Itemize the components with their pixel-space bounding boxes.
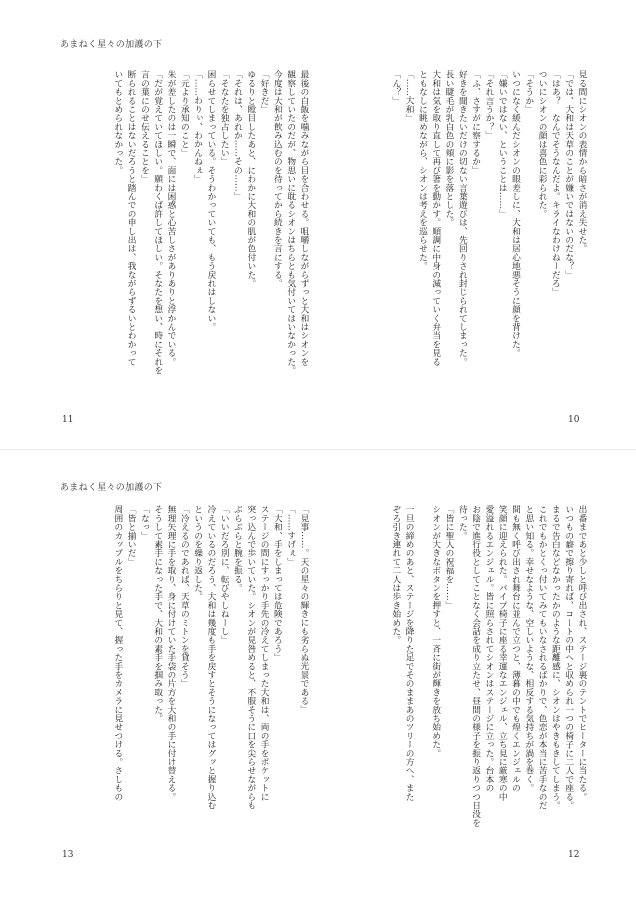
- text-line: 「冷えるのであれば、天草のミトンを貸そう」: [179, 505, 190, 688]
- text-line: 「嫌いではない、ということは……」: [497, 70, 508, 218]
- text-line: ステージの間にすっかり手先の冷えてしまった大和は、両の手をポケットに: [259, 505, 270, 801]
- text-line: いてもとめられなかった。: [112, 70, 123, 175]
- text-line: 無理矢理に手を取り、身に付けていた手袋の片方を大和の手に付け替える。: [166, 505, 177, 801]
- text-line: 大和は気を取り直して再び箸を動かす。順調に中身の減っていく弁当を見る: [430, 70, 441, 366]
- text-line: 「それ言うか？」: [483, 70, 494, 140]
- page-number-10: 10: [568, 415, 580, 425]
- text-line: 愛溢れるエンジェル。皆に照らされてシオンはステージに立った。台本の: [483, 505, 494, 793]
- text-line: 「好きだ」: [259, 70, 270, 114]
- text-line: 「皆に聖人の祝福を……」: [444, 505, 455, 610]
- text-line: お陰で進行役としてことなく会話を成り立たせ、昼間の様子を振り返りつつ日没を: [470, 505, 481, 827]
- text-line: 「……大和」: [404, 70, 415, 123]
- page-number-13: 13: [62, 850, 74, 860]
- running-header: あまねく星々の加護の下: [60, 483, 163, 493]
- page-13-lines: [48, 505, 310, 845]
- text-line: ついにシオンの顔は喜色に彩られた。: [537, 70, 548, 218]
- text-line: 突っ込んで歩いていた。シオンが見咎めると、不服そうに口を尖らせながらも: [245, 505, 256, 810]
- text-line: 好きを聞きたいだけの切ない言葉遊びは、先回りされ封じられてしまった。: [457, 70, 468, 366]
- text-line: 出番まであと少しと呼び出され、ステージ裏のテントでヒーターに当たる。: [577, 505, 587, 801]
- text-line: 冷えているのだろう、大和は幾度も手を戻すとそうになってはグッと握り込む: [205, 505, 216, 810]
- running-header: あまねく星々の加護の下: [60, 40, 163, 50]
- text-line: 「はあ？ なんでそうなんだよ。キライなわけねーだろ」: [550, 70, 561, 297]
- text-line: 一旦の締めのあと、ステージを降りた足でそのままあのツリーの方へ、また: [404, 505, 415, 801]
- text-line: 今度は大和が飲み込むのを待ってから続きを言にする。: [272, 70, 283, 288]
- text-line: そうして素手になった手で、大和の素手を掴み取った。: [152, 505, 163, 723]
- page-number-12: 12: [568, 850, 580, 860]
- page-11-lines: [48, 70, 310, 390]
- text-line: と思い知る。幸せなような、空しいような、相反する気持ちが渦を巻く。: [523, 505, 534, 793]
- text-line: 「……わりぃ、わかんねぇ」: [192, 70, 203, 184]
- text-line: というのを繰り返した。: [192, 505, 203, 601]
- text-line: 「いいだろ別に、転びやしねーし」: [219, 505, 230, 645]
- text-line: 観察していたのだが、物思いに耽るシオンはちらとも気付いてはいなかった。: [285, 70, 296, 375]
- text-line: ともなしに眺めながら、シオンは考えを巡らせた。: [417, 70, 428, 271]
- text-line: 周囲のカップルをちらりと見て、握った手をカメラに見せつける。さしもの: [112, 505, 123, 801]
- text-line: 「なっ」: [139, 505, 150, 540]
- text-line: ぞろ引き連れて二人は歩き始めた。: [390, 505, 401, 645]
- text-line: まるで告白などなかったかのような距離感に、シオンはやきもきしてしまう。: [550, 505, 561, 810]
- text-line: ぶらぶらと腕を振る。: [232, 505, 243, 592]
- text-line: 「大和、手をしまっては危険であろう」: [272, 505, 283, 662]
- page-number-11: 11: [62, 415, 74, 425]
- text-line: 困らせてしまっている。そうわかっていても、もう戻れはしない。: [205, 70, 216, 331]
- text-line: 「だが覚えていてほしい。願わくば許してほしい。そなたを想い、時にそれを: [152, 70, 163, 375]
- page-12-text: [326, 505, 588, 845]
- text-line: 「見事……。天の星々の輝きにも劣らぬ光景である」: [299, 505, 309, 714]
- text-line: 「では、大和は天草のことが嫌いではないのだな？」: [563, 70, 574, 279]
- page-10-lines: [326, 70, 588, 390]
- page-11-text: [48, 70, 310, 390]
- text-line: 「ん？」: [390, 70, 401, 105]
- text-line: これでもかとくっ付いてみてもいなされるばかりで、色恋が本当に苦手なのだ: [537, 505, 548, 810]
- text-line: 「それは、あれか……その……」: [232, 70, 243, 201]
- text-line: いつもの癖で擦り寄れば、コートの中へと収められ一つの椅子に二人で座る。: [563, 505, 574, 810]
- text-line: シオンが大きなボタンを押すと、一斉に街が輝きを放ち始めた。: [430, 505, 441, 758]
- text-line: 断られることはないだろうと踏んでの申し出は、我ながらずるいとわかって: [126, 70, 137, 366]
- text-line: 間も無く呼び出され舞台に並んで立つと、薄暮の中でも煌くエンジェルの: [510, 505, 521, 793]
- text-line: 「皆と揃いだ」: [126, 505, 137, 566]
- text-line: 最後の白飯を噛みながら目を合わせる。咀嚼しながらずっと大和はシオンを: [299, 70, 309, 366]
- spread-pages-12-13: [0, 450, 636, 900]
- text-line: いつになく緩んだシオンの眼差しに、大和は居心地悪そうに顔を背けた。: [510, 70, 521, 358]
- text-line: 朱が差したのは一瞬で、面には困惑と心苦しさがありありと浮かんでいる。: [166, 70, 177, 366]
- text-line: 「……すげぇ」: [285, 505, 296, 566]
- page-13-text: [48, 505, 310, 845]
- text-line: 「そうか」: [523, 70, 534, 114]
- text-line: 言の葉にのせ伝えることを」: [139, 70, 150, 184]
- text-line: 笑顔に迎えられた。パイプ椅子に座る幸運なエンジェル、立ち見に厳寒の中: [497, 505, 508, 801]
- page-12-lines: [326, 505, 588, 845]
- text-line: 「そなたを独占したい」: [219, 70, 230, 166]
- text-line: 見る間にシオンの表情から暗さが消え失せた。: [577, 70, 587, 253]
- page-10-text: [326, 70, 588, 390]
- text-line: 「ふ、さすがに察するか」: [470, 70, 481, 175]
- text-line: 長い睫毛が乳白色の頬に影を落とした。: [444, 70, 455, 227]
- text-line: 待った。: [457, 505, 468, 540]
- blank-line: [415, 505, 428, 845]
- text-line: 「元より承知のこと」: [179, 70, 190, 157]
- text-line: ゆるりと瞠目したあと、にわかに大和の肌が色付いた。: [245, 70, 256, 288]
